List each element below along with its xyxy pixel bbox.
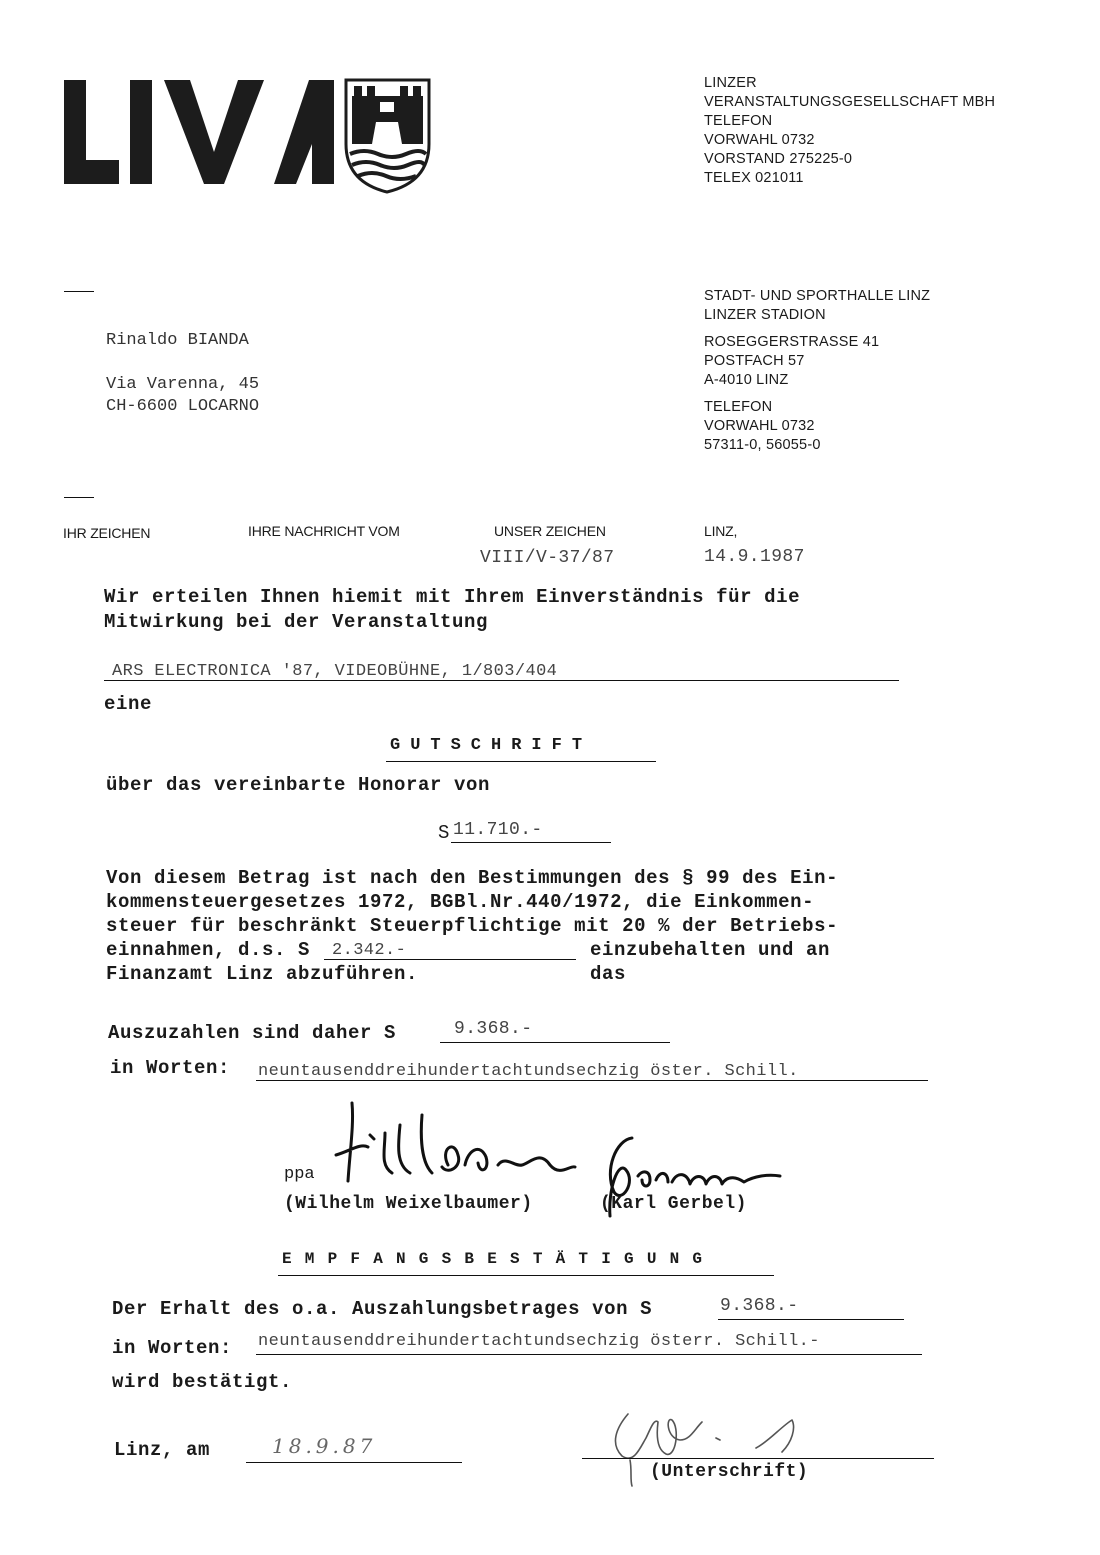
payout-words-label: in Worten: <box>110 1057 231 1079</box>
signer-weixelbaumer: (Wilhelm Weixelbaumer) <box>284 1194 533 1214</box>
fee-amount-line <box>451 818 611 843</box>
intro-line2: Mitwirkung bei der Veranstaltung <box>104 611 489 633</box>
receipt-words: neuntausenddreihundertachtundsechzig österr. Schill.- <box>258 1332 820 1351</box>
event-name: ARS ELECTRONICA '87, VIDEOBÜHNE, 1/803/404 <box>112 662 558 681</box>
tax-line1: Von diesem Betrag ist nach den Bestimmungen des § 99 des Ein- <box>106 867 839 889</box>
recipient-city: CH-6600 LOCARNO <box>106 397 260 416</box>
fee-amount: 11.710.- <box>453 820 543 840</box>
venue-line2: LINZER STADION <box>704 307 826 323</box>
venue-tel-numbers: 57311-0, 56055-0 <box>704 437 821 453</box>
payout-words: neuntausenddreihundertachtundsechzig öster. Schill. <box>258 1062 799 1081</box>
tax-line4-a: einnahmen, d.s. S <box>106 939 311 961</box>
signer-gerbel: (Karl Gerbel) <box>600 1194 747 1214</box>
tax-amount: 2.342.- <box>332 941 407 960</box>
liva-logo-graphic <box>64 74 434 194</box>
letter-date: 14.9.1987 <box>704 547 805 567</box>
company-header <box>704 74 995 188</box>
signature-label: (Unterschrift) <box>650 1462 809 1482</box>
label-your-ref: IHR ZEICHEN <box>63 525 151 541</box>
venue-tel-area: VORWAHL 0732 <box>704 418 815 434</box>
venue-pobox: POSTFACH 57 <box>704 353 805 369</box>
tax-line2: kommensteuergesetzes 1972, BGBl.Nr.440/1972, die Einkommen- <box>106 891 815 913</box>
venue-address <box>704 287 930 455</box>
tax-line3: steuer für beschränkt Steuerpflichtige mit 20 % der Betriebs- <box>106 915 839 937</box>
receipt-amount: 9.368.- <box>720 1296 799 1316</box>
payout-amount-line <box>440 1018 670 1043</box>
tax-line5: Finanzamt Linz abzuführen. <box>106 963 419 985</box>
fee-currency: S <box>438 822 450 844</box>
fold-mark-top <box>64 291 94 292</box>
company-logo <box>64 74 434 194</box>
venue-line1: STADT- UND SPORTHALLE LINZ <box>704 288 931 304</box>
eine-word: eine <box>104 693 153 715</box>
our-reference: VIII/V-37/87 <box>480 548 615 568</box>
company-name-line2: VERANSTALTUNGSGESELLSCHAFT MBH <box>704 94 996 110</box>
place-label: Linz, am <box>114 1439 211 1461</box>
gutschrift-heading-wrap <box>386 736 656 762</box>
payout-words-line <box>256 1060 928 1081</box>
venue-street: ROSEGGERSTRASSE 41 <box>704 334 880 350</box>
gutschrift-heading: GUTSCHRIFT <box>390 736 593 755</box>
label-our-ref: UNSER ZEICHEN <box>494 523 606 539</box>
company-telex: TELEX 021011 <box>704 170 804 186</box>
recipient-address <box>106 330 259 418</box>
receipt-words-line <box>256 1332 922 1355</box>
receipt-heading-wrap <box>278 1250 774 1276</box>
signature-line <box>582 1456 934 1459</box>
receipt-confirm: wird bestätigt. <box>112 1371 293 1393</box>
fee-text: über das vereinbarte Honorar von <box>106 774 491 796</box>
company-tel-label: TELEFON <box>704 113 773 129</box>
tax-paragraph <box>106 866 838 986</box>
intro-line1: Wir erteilen Ihnen hiemit mit Ihrem Einverständnis für die <box>104 586 801 608</box>
signature-weixelbaumer <box>330 1095 580 1190</box>
receipt-line1-label: Der Erhalt des o.a. Auszahlungsbetrages von S <box>112 1298 653 1320</box>
tax-amount-line <box>324 938 576 960</box>
ppa-label: ppa <box>284 1165 315 1184</box>
receipt-amount-line <box>718 1296 904 1320</box>
recipient-street: Via Varenna, 45 <box>106 375 260 394</box>
receipt-date: 18.9.87 <box>272 1434 377 1458</box>
company-tel-area: VORWAHL 0732 <box>704 132 815 148</box>
fold-mark-middle <box>64 497 94 498</box>
receipt-date-line <box>246 1436 462 1463</box>
receipt-words-label: in Worten: <box>112 1337 233 1359</box>
tax-line4-b: einzubehalten und an das <box>590 939 831 985</box>
label-your-msg: IHRE NACHRICHT VOM <box>248 523 400 539</box>
recipient-name: Rinaldo BIANDA <box>106 331 249 350</box>
company-name-line1: LINZER <box>704 75 757 91</box>
venue-tel-label: TELEFON <box>704 399 773 415</box>
company-tel-board: VORSTAND 275225-0 <box>704 151 853 167</box>
payout-label: Auszuzahlen sind daher S <box>108 1022 397 1044</box>
receipt-heading: EMPFANGSBESTÄTIGUNG <box>282 1250 716 1268</box>
venue-city: A-4010 LINZ <box>704 372 789 388</box>
payout-amount: 9.368.- <box>454 1019 533 1039</box>
intro-paragraph <box>104 585 800 635</box>
label-place: LINZ, <box>704 523 738 539</box>
event-line <box>104 660 899 681</box>
